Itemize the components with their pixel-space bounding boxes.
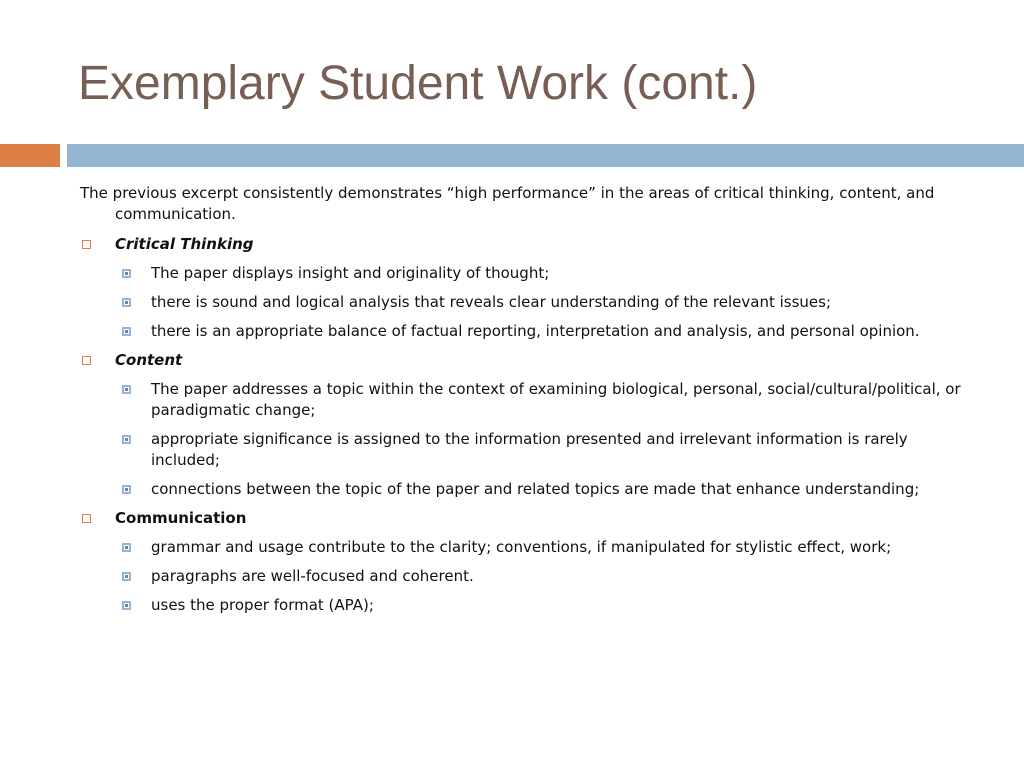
list-item-text: appropriate significance is assigned to the information presented and irrelevant information is rarely included;: [151, 430, 908, 469]
slide-title: Exemplary Student Work (cont.): [78, 57, 758, 110]
section-heading-critical-thinking: [80, 234, 975, 255]
square-bullet-icon: [122, 601, 131, 610]
square-bullet-icon: [122, 435, 131, 444]
list-item-text: The paper displays insight and originality of thought;: [151, 264, 550, 282]
title-divider-bar: [67, 144, 1024, 167]
list-item: [80, 263, 975, 284]
list-item-text: there is an appropriate balance of factual reporting, interpretation and analysis, and personal opinion.: [151, 322, 920, 340]
square-bullet-icon: [122, 269, 131, 278]
list-item: [80, 379, 975, 421]
square-bullet-icon: [122, 543, 131, 552]
list-item-text: connections between the topic of the paper and related topics are made that enhance understanding;: [151, 480, 920, 498]
section-heading-content: [80, 350, 975, 371]
list-item: [80, 595, 975, 616]
square-bullet-icon: [122, 572, 131, 581]
hollow-square-bullet-icon: [82, 514, 91, 523]
list-item: [80, 321, 975, 342]
square-bullet-icon: [122, 298, 131, 307]
section-heading-label: Content: [115, 351, 183, 369]
section-heading-label: Communication: [115, 509, 247, 527]
list-item: [80, 292, 975, 313]
accent-bar: [0, 144, 60, 167]
list-item-text: grammar and usage contribute to the clarity; conventions, if manipulated for stylistic effect, work;: [151, 538, 892, 556]
list-item-text: paragraphs are well-focused and coherent.: [151, 567, 474, 585]
slide-body: [80, 183, 975, 624]
list-item-text: there is sound and logical analysis that reveals clear understanding of the relevant issues;: [151, 293, 832, 311]
list-item: [80, 537, 975, 558]
list-item-text: uses the proper format (APA);: [151, 596, 374, 614]
list-item: [80, 566, 975, 587]
square-bullet-icon: [122, 327, 131, 336]
list-item: [80, 429, 975, 471]
square-bullet-icon: [122, 385, 131, 394]
section-heading-label: Critical Thinking: [115, 235, 254, 253]
hollow-square-bullet-icon: [82, 240, 91, 249]
list-item-text: The paper addresses a topic within the context of examining biological, personal, social/cultural/political, or paradigmatic change;: [151, 380, 961, 419]
intro-paragraph: The previous excerpt consistently demonstrates “high performance” in the areas of critical thinking, content, and communication.: [80, 184, 935, 223]
square-bullet-icon: [122, 485, 131, 494]
list-item: [80, 479, 975, 500]
hollow-square-bullet-icon: [82, 356, 91, 365]
section-heading-communication: [80, 508, 975, 529]
